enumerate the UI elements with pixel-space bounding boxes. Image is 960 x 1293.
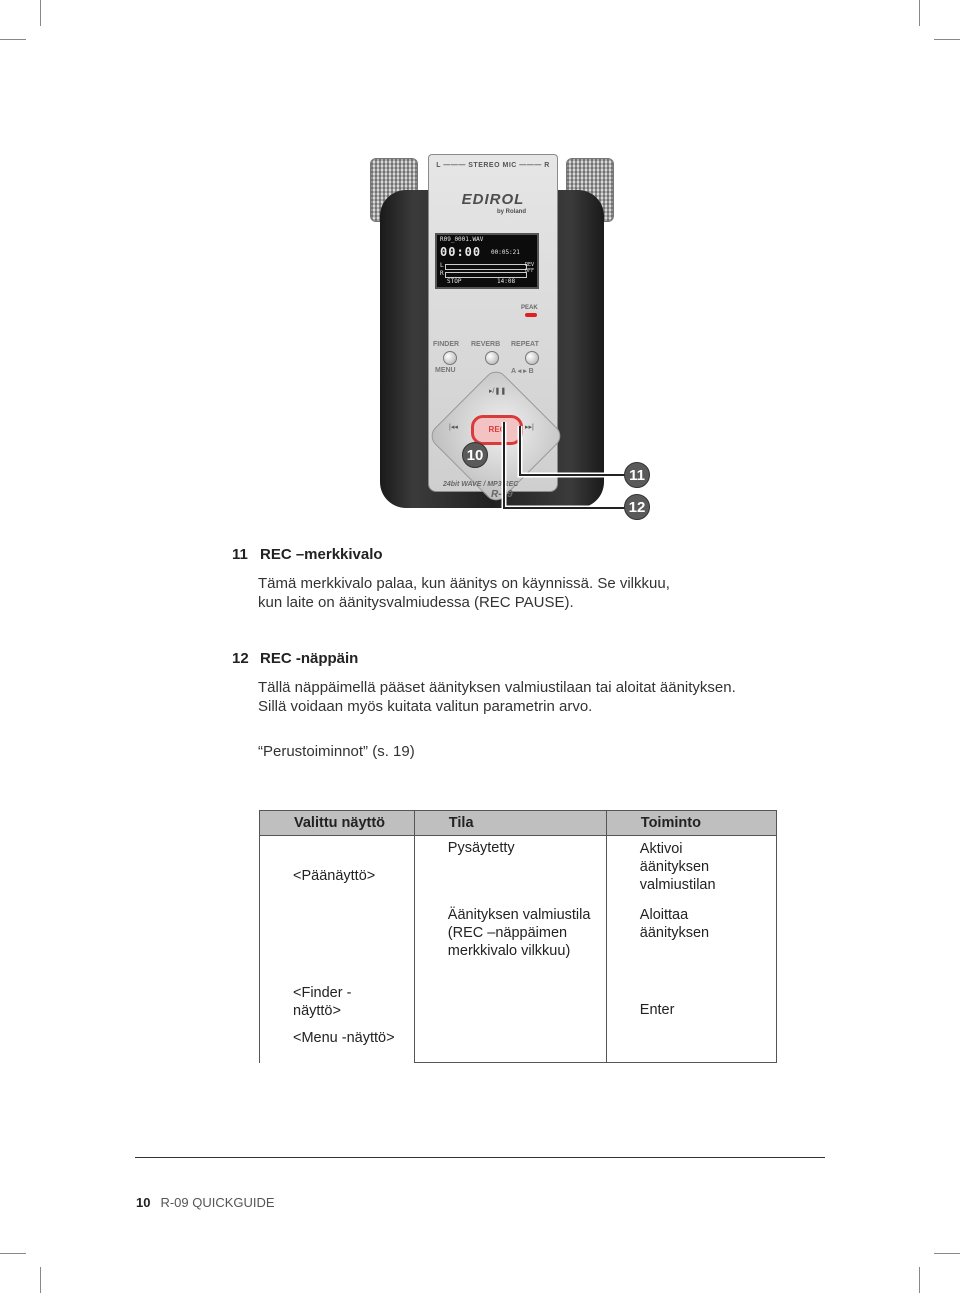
action-cell xyxy=(606,986,776,1063)
reverb-label: REVERB xyxy=(471,341,501,348)
lcd-meter-l: L xyxy=(440,262,444,269)
screen-cell xyxy=(260,836,415,1063)
screen-main: <Päänäyttö> xyxy=(293,868,376,884)
table-row xyxy=(260,836,777,903)
state-stopped: Pysäytetty xyxy=(447,840,515,856)
rec-button: REC xyxy=(471,415,523,445)
body-line: Tämä merkkivalo palaa, kun äänitys on käynnissä. Se vilkkuu, xyxy=(258,575,670,592)
body-line: kun laite on äänitysvalmiudessa (REC PAUSE). xyxy=(258,594,574,611)
brand-sub: by Roland xyxy=(497,209,527,215)
section-number: 11 xyxy=(232,546,248,563)
reference-text: “Perustoiminnot” (s. 19) xyxy=(258,743,415,760)
body-line: Sillä voidaan myös kuitata valitun parametrin arvo. xyxy=(258,698,593,715)
lcd-filename: R09_0001.WAV xyxy=(440,236,484,243)
stereo-mic-label: L ——— STEREO MIC ——— R xyxy=(436,162,550,169)
brand-logo: EDIROL xyxy=(461,191,525,208)
callout-10: 10 xyxy=(462,442,488,468)
lcd-remaining: 14:08 xyxy=(497,278,516,285)
finder-label: FINDER xyxy=(433,341,460,348)
crop-mark xyxy=(0,1253,26,1254)
callout-12: 12 xyxy=(624,494,650,520)
state-cell xyxy=(414,836,606,903)
page-number: 10 xyxy=(136,1195,151,1210)
column-header: Valittu näyttö xyxy=(260,811,415,836)
repeat-label: REPEAT xyxy=(511,341,539,348)
table-header-row xyxy=(260,811,777,836)
screen-finder: <Finder - näyttö> xyxy=(293,985,352,1019)
action-enter: Enter xyxy=(639,1002,675,1018)
state-standby: Äänityksen valmiustila (REC –näppäimen merkkivalo vilkkuu) xyxy=(447,907,591,959)
ab-label: A ◂ ▸ B xyxy=(511,368,534,375)
menu-label: MENU xyxy=(435,367,456,374)
play-pause-icon: ▸/❚❚ xyxy=(489,388,507,395)
lcd-status: STOP xyxy=(447,278,462,285)
section-number: 12 xyxy=(232,650,249,667)
lcd-off: OFF xyxy=(525,268,535,274)
state-cell-empty xyxy=(414,986,606,1063)
section-title: REC –merkkivalo xyxy=(260,546,383,563)
body-line: Tällä näppäimellä pääset äänityksen valmiustilaan tai aloitat äänityksen. xyxy=(258,679,736,696)
column-header: Toiminto xyxy=(606,811,776,836)
action-cell xyxy=(606,902,776,986)
section-12-heading xyxy=(232,650,358,667)
action-activate: Aktivoi äänityksen valmiustilan xyxy=(639,841,716,893)
page-reference xyxy=(258,742,415,761)
section-11-heading xyxy=(232,546,383,563)
doc-title: R-09 QUICKGUIDE xyxy=(160,1195,275,1210)
lcd-rev: REV xyxy=(525,262,535,268)
crop-mark xyxy=(40,1267,41,1293)
lcd-meter-r: R xyxy=(440,270,444,277)
page-footer xyxy=(136,1195,275,1210)
lcd-counter: 00:00 xyxy=(440,245,482,259)
section-title: REC -näppäin xyxy=(260,650,359,667)
crop-mark xyxy=(919,1267,920,1293)
rec-button-table xyxy=(259,810,777,1063)
lcd-elapsed: 00:05:21 xyxy=(491,249,520,256)
crop-mark xyxy=(934,1253,960,1254)
action-start: Aloittaa äänityksen xyxy=(639,907,710,941)
section-11-body xyxy=(258,574,670,612)
callout-leaders xyxy=(0,0,960,560)
footer-rule xyxy=(135,1157,825,1158)
skip-forward-icon: ▸▸| xyxy=(525,424,534,431)
state-cell xyxy=(414,902,606,986)
callout-11: 11 xyxy=(624,462,650,488)
screen-menu: <Menu -näyttö> xyxy=(293,1030,395,1046)
model-text: 24bit WAVE / MP3 REC xyxy=(443,481,519,488)
action-cell xyxy=(606,836,776,903)
column-header: Tila xyxy=(414,811,606,836)
skip-back-icon: |◂◂ xyxy=(449,424,458,431)
section-12-body xyxy=(258,678,736,716)
model-name: R-09 xyxy=(491,489,513,500)
peak-label: PEAK xyxy=(521,305,538,311)
